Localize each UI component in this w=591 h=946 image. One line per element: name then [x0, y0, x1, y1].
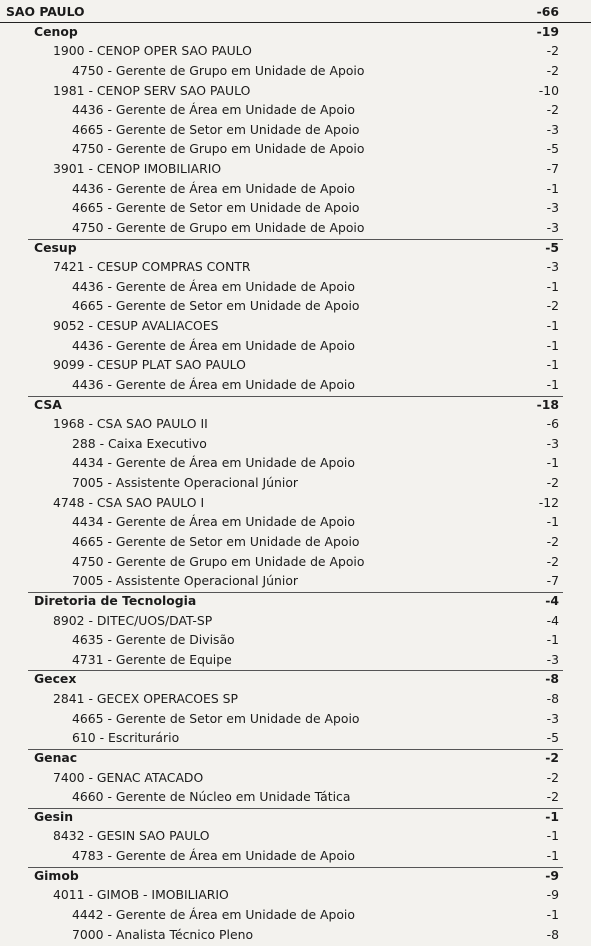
position-row [0, 571, 591, 591]
position-row [0, 552, 591, 572]
group-row-label: Gecex [34, 671, 77, 687]
position-row-label: 4436 - Gerente de Área em Unidade de Apoio [72, 102, 355, 118]
position-row-value: -8 [546, 926, 559, 942]
region-row-label: SAO PAULO [6, 4, 85, 19]
position-row [0, 728, 591, 748]
unit-row [0, 316, 591, 336]
position-row [0, 336, 591, 356]
position-row-label: 288 - Caixa Executivo [72, 435, 207, 451]
unit-row [0, 257, 591, 277]
group-row-value: -8 [545, 671, 559, 687]
group-row [0, 238, 591, 258]
group-row [0, 866, 591, 886]
position-row-value: -2 [546, 534, 559, 549]
unit-row-value: -8 [546, 691, 559, 707]
position-row-value: -2 [546, 475, 559, 491]
unit-row [0, 768, 591, 788]
unit-row-value: -1 [546, 828, 559, 844]
position-row [0, 650, 591, 670]
position-row [0, 61, 591, 81]
unit-row-label: 7421 - CESUP COMPRAS CONTR [53, 259, 251, 275]
group-row-value: -2 [545, 749, 559, 765]
position-row-label: 4660 - Gerente de Núcleo em Unidade Tática [72, 789, 351, 805]
group-separator [28, 239, 563, 240]
position-row-value: -1 [546, 376, 559, 392]
unit-row-label: 8902 - DITEC/UOS/DAT-SP [53, 612, 213, 628]
group-row-value: -9 [545, 867, 559, 883]
position-row [0, 905, 591, 925]
position-row-value: -1 [546, 337, 559, 353]
unit-row [0, 493, 591, 513]
group-row-label: Cesup [34, 239, 77, 255]
position-row-label: 610 - Escriturário [72, 730, 180, 746]
unit-row-value: -3 [546, 259, 559, 275]
position-row [0, 100, 591, 120]
position-row-label: 4750 - Gerente de Grupo em Unidade de Apoio [72, 62, 365, 78]
position-row-value: -5 [546, 730, 559, 746]
unit-row-value: -4 [546, 612, 559, 628]
position-row-label: 4442 - Gerente de Área em Unidade de Apoio [72, 906, 355, 922]
unit-row [0, 355, 591, 375]
group-separator [28, 592, 563, 593]
position-row [0, 846, 591, 866]
position-row-label: 7005 - Assistente Operacional Júnior [72, 475, 298, 491]
group-row-label: Diretoria de Tecnologia [34, 592, 197, 608]
group-row [0, 591, 591, 611]
position-row-value: -1 [546, 848, 559, 864]
position-row [0, 218, 591, 238]
position-row [0, 434, 591, 454]
unit-row-label: 9052 - CESUP AVALIACOES [53, 318, 219, 334]
group-row [0, 748, 591, 768]
unit-row-value: -6 [546, 416, 559, 432]
group-row [0, 395, 591, 415]
position-row-label: 4434 - Gerente de Área em Unidade de Apoio [72, 455, 355, 471]
position-row-value: -2 [546, 62, 559, 78]
position-row-value: -3 [546, 121, 559, 137]
unit-row-value: -9 [546, 887, 559, 903]
position-row [0, 453, 591, 473]
position-row-value: -2 [546, 553, 559, 569]
position-row-value: -3 [546, 219, 559, 235]
unit-row [0, 41, 591, 61]
position-row [0, 120, 591, 140]
unit-row-label: 9099 - CESUP PLAT SAO PAULO [53, 357, 246, 373]
group-separator [28, 867, 563, 868]
position-row [0, 532, 591, 552]
position-row-value: -3 [546, 435, 559, 451]
position-row-label: 4436 - Gerente de Área em Unidade de Apoio [72, 376, 355, 392]
region-row-value: -66 [536, 4, 559, 19]
group-row-label: CSA [34, 396, 62, 412]
unit-row-value: -2 [546, 43, 559, 59]
position-row-label: 4665 - Gerente de Setor em Unidade de Apoio [72, 534, 360, 549]
unit-row-value: -1 [546, 357, 559, 373]
group-separator [28, 808, 563, 809]
group-row-value: -1 [545, 808, 559, 824]
position-row-value: -1 [546, 278, 559, 294]
unit-row-label: 3901 - CENOP IMOBILIARIO [53, 161, 222, 177]
position-row [0, 787, 591, 807]
unit-row-label: 4011 - GIMOB - IMOBILIARIO [53, 887, 229, 903]
unit-row-label: 1968 - CSA SAO PAULO II [53, 416, 208, 432]
position-row-value: -3 [546, 651, 559, 667]
position-row-label: 4750 - Gerente de Grupo em Unidade de Apoio [72, 141, 365, 157]
group-row [0, 22, 591, 42]
position-row-label: 4665 - Gerente de Setor em Unidade de Apoio [72, 121, 360, 137]
position-row-label: 4436 - Gerente de Área em Unidade de Apoio [72, 180, 355, 196]
position-row [0, 198, 591, 218]
position-row-value: -1 [546, 514, 559, 530]
position-row-value: -1 [546, 180, 559, 196]
unit-row [0, 81, 591, 101]
position-row-value: -1 [546, 455, 559, 471]
unit-row-label: 1981 - CENOP SERV SAO PAULO [53, 82, 251, 98]
position-row-label: 4665 - Gerente de Setor em Unidade de Apoio [72, 710, 360, 726]
unit-row-label: 2841 - GECEX OPERACOES SP [53, 691, 239, 707]
position-row [0, 512, 591, 532]
position-row-label: 4434 - Gerente de Área em Unidade de Apoio [72, 514, 355, 530]
position-row [0, 473, 591, 493]
position-row [0, 296, 591, 316]
unit-row [0, 885, 591, 905]
position-row [0, 179, 591, 199]
unit-row-value: -12 [538, 494, 559, 510]
unit-row [0, 689, 591, 709]
position-row-label: 4750 - Gerente de Grupo em Unidade de Apoio [72, 219, 365, 235]
group-row [0, 807, 591, 827]
group-row-label: Genac [34, 749, 78, 765]
unit-row [0, 611, 591, 631]
unit-row-label: 4748 - CSA SAO PAULO I [53, 494, 205, 510]
position-row-value: -2 [546, 789, 559, 805]
position-row-label: 4783 - Gerente de Área em Unidade de Apoio [72, 848, 355, 864]
unit-row-label: 1900 - CENOP OPER SAO PAULO [53, 43, 252, 59]
position-row-label: 4731 - Gerente de Equipe [72, 651, 232, 667]
position-row-label: 4750 - Gerente de Grupo em Unidade de Apoio [72, 553, 365, 569]
position-row-value: -1 [546, 906, 559, 922]
region-row [0, 2, 591, 22]
unit-row-label: 7400 - GENAC ATACADO [53, 769, 204, 785]
position-row-label: 4665 - Gerente de Setor em Unidade de Apoio [72, 200, 360, 216]
position-row-label: 4665 - Gerente de Setor em Unidade de Apoio [72, 298, 360, 314]
group-row-label: Gesin [34, 808, 74, 824]
position-row [0, 375, 591, 395]
group-row-value: -4 [545, 592, 559, 608]
position-row [0, 277, 591, 297]
group-separator [28, 396, 563, 397]
position-row-label: 4635 - Gerente de Divisão [72, 632, 235, 648]
unit-row-label: 8432 - GESIN SAO PAULO [53, 828, 210, 844]
position-row [0, 709, 591, 729]
group-separator [28, 670, 563, 671]
unit-row-value: -1 [546, 318, 559, 334]
group-row [0, 669, 591, 689]
position-row [0, 925, 591, 945]
group-row-label: Gimob [34, 867, 79, 883]
unit-row-value: -10 [538, 82, 559, 98]
group-row-value: -18 [536, 396, 559, 412]
group-row-label: Cenop [34, 23, 78, 39]
position-row-label: 7000 - Analista Técnico Pleno [72, 926, 254, 942]
position-row-value: -2 [546, 298, 559, 314]
position-row-value: -5 [546, 141, 559, 157]
position-row-value: -3 [546, 710, 559, 726]
position-row [0, 630, 591, 650]
unit-row-value: -7 [546, 161, 559, 177]
group-row-value: -19 [536, 23, 559, 39]
position-row-value: -7 [546, 573, 559, 589]
position-row-value: -3 [546, 200, 559, 216]
position-row-label: 4436 - Gerente de Área em Unidade de Apoio [72, 278, 355, 294]
group-row-value: -5 [545, 239, 559, 255]
position-row-label: 4436 - Gerente de Área em Unidade de Apoio [72, 337, 355, 353]
position-row-value: -2 [546, 102, 559, 118]
unit-row [0, 826, 591, 846]
position-row-label: 7005 - Assistente Operacional Júnior [72, 573, 298, 589]
unit-row [0, 414, 591, 434]
position-row [0, 139, 591, 159]
position-row-value: -1 [546, 632, 559, 648]
unit-row [0, 159, 591, 179]
unit-row-value: -2 [546, 769, 559, 785]
group-separator [28, 749, 563, 750]
